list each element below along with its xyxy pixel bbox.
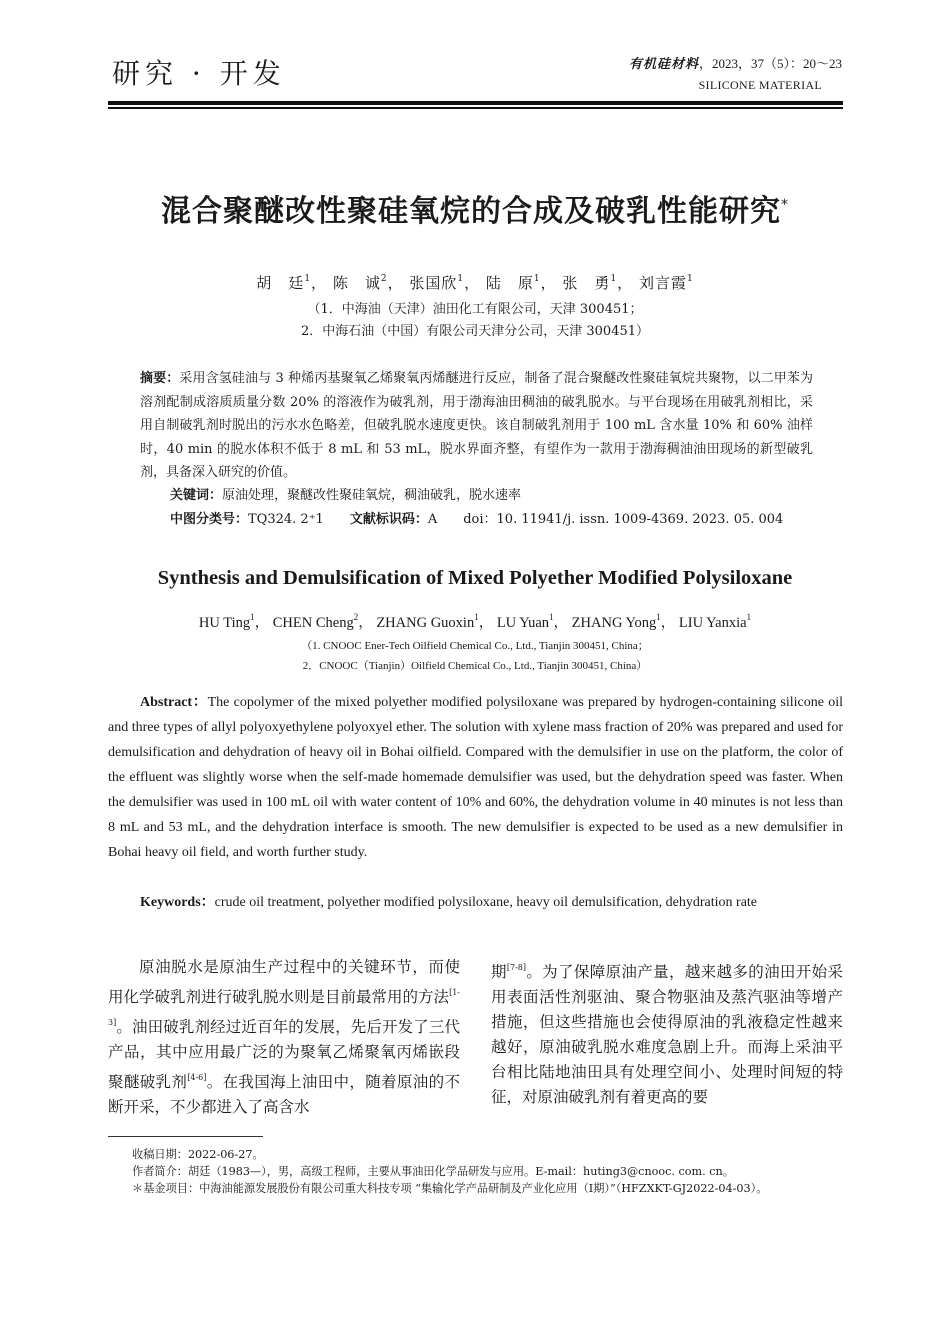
author-cn: 刘言霞 [638, 274, 687, 292]
journal-name: 有机硅材料 [628, 57, 699, 72]
author-aff-mark: 1 [304, 274, 312, 284]
body-text: 。在我国海上油田中，随着原油的不断开采，不少都进入了高含水 [108, 1073, 460, 1116]
citation-ref: [1-3] [108, 988, 460, 1027]
abstract-en-text: The copolymer of the mixed polyether modified polysiloxane was prepared by hydrogen-containing silicone oil and three types of allyl polyoxyethylene polyoxyel ether. The solution with xylene mass fraction of 20% was prepared and used for demulsification and dehydration of heavy oil in Bohai oilfield. Compared with the demulsifier in use on the platform, the color of the effluent was slightly worse when the self-made homemade demulsifier was used, but the dehydration speed was faster. When the demulsifier was used in 100 mL oil with water content of 10% and 60%, the dehydration volume in 40 minutes is not less than 8 mL and 53 mL, and the dehydration interface is smooth. The new demulsifier is expected to be used as a new demulsifier in Bohai heavy oil field, and worth further study. [108, 695, 843, 860]
header-rule-thin [108, 107, 843, 109]
affiliation-cn: 2．中海石油（中国）有限公司天津分公司，天津 300451） [300, 324, 650, 339]
author-cn: 胡 廷 [256, 274, 305, 292]
author-cn: 陆 原 [485, 274, 534, 292]
doc-code-label: 文献标识码： [349, 512, 428, 527]
body-text: 。油田破乳剂经过近百年的发展，先后开发了三代产品，其中应用最广泛的为聚氧乙烯聚氧丙烯嵌段聚醚破乳剂 [108, 1018, 460, 1091]
author-aff-mark: 1 [549, 612, 554, 622]
paper-title-cn [0, 186, 950, 230]
header-rule-thick [108, 101, 843, 105]
author-aff-mark: 2 [353, 612, 359, 622]
author-aff-mark: 1 [533, 274, 541, 284]
author-en: LIU Yanxia [678, 615, 747, 631]
abstract-cn-label: 摘要： [140, 371, 180, 386]
abstract-cn-text: 采用含氢硅油与 3 种烯丙基聚氧乙烯聚氧丙烯醚进行反应，制备了混合聚醚改性聚硅氧烷共聚物，以二甲苯为溶剂配制成溶质质量分数 20% 的溶液作为破乳剂，用于渤海油田稠油的破乳脱水。与平台现场在用破乳剂相比，采用自制破乳剂时脱出的污水水色略差，但破乳脱水速度更快。该自制破乳剂用于 100 mL 含水量 10% 和 60% 油样时，40 min 的脱水体积不低于 8 mL 和 53 mL，脱水界面齐整，有望作为一款用于渤海稠油油田现场的新型破乳剂，具备深入研究的价值。 [140, 371, 813, 480]
affiliation-cn: （1．中海油（天津）油田化工有限公司，天津 300451； [307, 302, 643, 317]
author-aff-mark: 1 [686, 274, 694, 284]
author-en: ZHANG Guoxin [376, 615, 475, 631]
keywords-en-text: crude oil treatment, polyether modified polysiloxane, heavy oil demulsification, dehydration rate [214, 895, 758, 910]
author-aff-mark: 1 [250, 612, 255, 622]
classification-line [170, 508, 783, 527]
keywords-en [108, 890, 843, 915]
body-column-right [491, 955, 843, 1110]
body-text: 。为了保障原油产量，越来越多的油田开始采用表面活性剂驱油、聚合物驱油及蒸汽驱油等增产措施，但这些措施也会使得原油的乳液稳定性越来越好，原油破乳脱水难度急剧上升。而海上采油平台相比陆地油田具有处理空间小、处理时间短的特征，对原油破乳剂有着更高的要 [491, 963, 843, 1106]
doc-code-value: A [427, 512, 438, 527]
title-text: 混合聚醚改性聚硅氧烷的合成及破乳性能研究 [161, 194, 781, 229]
footnote-author-bio: 作者简介：胡廷（1983—），男，高级工程师，主要从事油田化学品研发与应用。E-mail：huting3@cnooc. com. cn。 [132, 1165, 734, 1178]
author-cn: 张 勇 [562, 274, 611, 292]
keywords-cn [170, 484, 521, 503]
author-en: HU Ting [198, 615, 251, 631]
citation-ref: [7-8] [506, 963, 526, 972]
keywords-cn-label: 关键词： [170, 488, 223, 503]
footnote-funding: ＊基金项目：中海油能源发展股份有限公司重大科技专项 “集输化学产品研制及产业化应用（Ⅰ期）”（HFZXKT-GJ2022-04-03）。 [132, 1182, 768, 1195]
author-aff-mark: 1 [746, 612, 752, 622]
author-aff-mark: 1 [610, 274, 618, 284]
keywords-en-label: Keywords： [140, 895, 215, 910]
affiliation-en: （1. CNOOC Ener-Tech Oilfield Chemical Co., Ltd., Tianjin 300451, China； [301, 640, 649, 652]
abstract-cn [140, 367, 813, 485]
author-cn: 陈 诚 [332, 274, 381, 292]
journal-citation [629, 53, 842, 72]
citation-ref: [4-6] [187, 1073, 207, 1082]
affiliation-en: 2．CNOOC（Tianjin）Oilfield Chemical Co., Ltd., Tianjin 300451, China） [302, 660, 648, 672]
author-aff-mark: 2 [380, 274, 388, 284]
abstract-en-label: Abstract： [140, 695, 208, 710]
author-en: ZHANG Yong [571, 615, 657, 631]
author-aff-mark: 1 [656, 612, 661, 622]
doi: doi：10. 11941/j. issn. 1009-4369. 2023. 05. 004 [463, 512, 784, 527]
footnote-received-date: 收稿日期：2022-06-27。 [132, 1148, 264, 1161]
authors-cn: 胡 廷$^1$， 陈 诚$^2$， 张国欣$^1$， 陆 原$^1$， 张 勇$^1$， 刘言霞$^1$ [256, 274, 694, 292]
author-en: LU Yuan [496, 615, 550, 631]
authors-en: HU Ting$^1$， CHEN Cheng$^2$， ZHANG Guoxin$^1$， LU Yuan$^1$， ZHANG Yong$^1$， LIU Yanxia$^1$ [198, 612, 752, 631]
author-aff-mark: 1 [457, 274, 465, 284]
paper-title-en: Synthesis and Demulsification of Mixed Polyether Modified Polysiloxane [157, 567, 793, 589]
body-text: 原油脱水是原油生产过程中的关键环节，而使用化学破乳剂进行破乳脱水则是目前最常用的方法 [108, 958, 460, 1006]
footnote-rule [108, 1136, 263, 1137]
body-text: 期 [491, 963, 507, 981]
author-aff-mark: 1 [474, 612, 479, 622]
title-footnote-mark: * [781, 197, 789, 213]
citation-info: ，2023，37（5）：20～23 [698, 56, 842, 71]
body-column-left [108, 955, 460, 1120]
clc-value: TQ324. 2⁺1 [248, 512, 324, 527]
journal-english-name: SILICONE MATERIAL [698, 78, 822, 92]
clc-label: 中图分类号： [170, 512, 249, 527]
abstract-en [108, 690, 843, 865]
keywords-cn-text: 原油处理，聚醚改性聚硅氧烷，稠油破乳，脱水速率 [222, 488, 522, 503]
author-cn: 张国欣 [409, 274, 458, 292]
author-en: CHEN Cheng [272, 615, 354, 631]
section-label: 研究 · 开发 [112, 57, 286, 90]
